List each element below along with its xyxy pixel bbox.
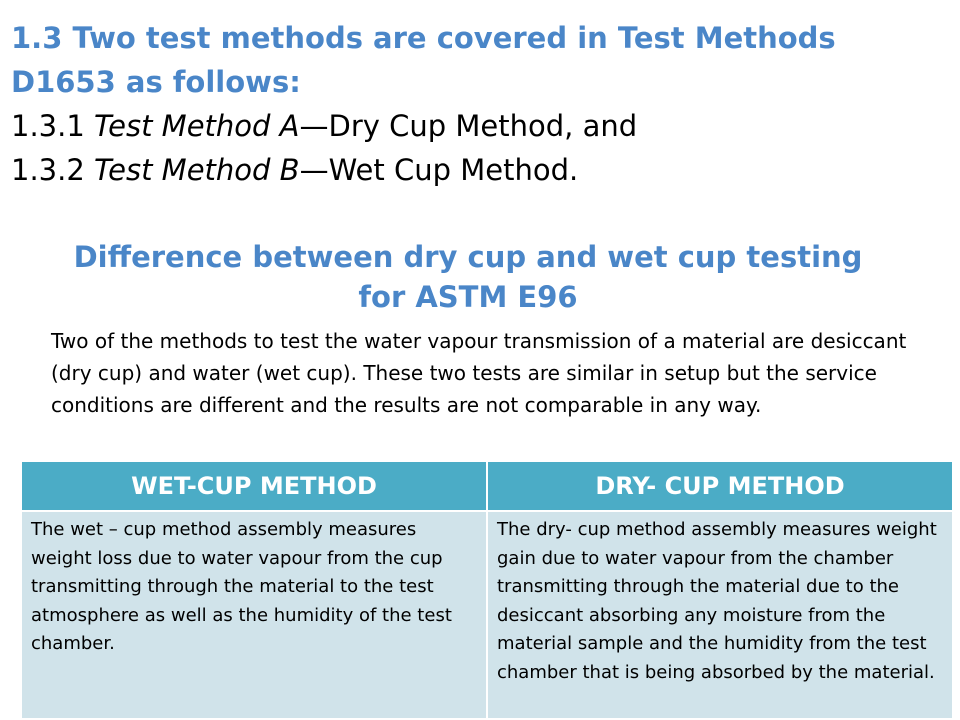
method-b-description: —Wet Cup Method.: [299, 153, 579, 187]
section-heading: [11, 16, 911, 104]
section-heading-line-2: D1653 as follows:: [11, 65, 301, 99]
method-b-line: [11, 148, 911, 192]
comparison-table: [20, 460, 954, 720]
cell-dry-cup-description: The dry- cup method assembly measures weight gain due to water vapour from the chamber transmitting through the material due to the desiccant absorbing any moisture from the material sample and the humidity from the test chamber that is being absorbed by the material.: [487, 511, 953, 719]
table-header-row: [21, 461, 953, 511]
method-b-number: 1.3.2: [11, 153, 95, 187]
header-dry-cup: DRY- CUP METHOD: [487, 461, 953, 511]
intro-paragraph: Two of the methods to test the water vapour transmission of a material are desiccant (dry cup) and water (wet cup). These two tests are similar in setup but the service conditions are different and the results are not comparable in any way.: [51, 329, 907, 417]
difference-title-line-2: for ASTM E96: [358, 280, 578, 314]
method-a-description: —Dry Cup Method, and: [299, 109, 638, 143]
difference-title-line-1: Difference between dry cup and wet cup testing: [73, 240, 863, 274]
section-heading-line-1: 1.3 Two test methods are covered in Test Methods: [11, 21, 836, 55]
method-b-name: Test Method B: [94, 153, 300, 187]
method-a-number: 1.3.1: [11, 109, 95, 143]
header-wet-cup: WET-CUP METHOD: [21, 461, 487, 511]
table-row: [21, 511, 953, 719]
difference-title: [0, 237, 936, 317]
method-a-name: Test Method A: [94, 109, 300, 143]
cell-wet-cup-description: The wet – cup method assembly measures weight loss due to water vapour from the cup transmitting through the material to the test atmosphere as well as the humidity of the test chamber.: [21, 511, 487, 719]
method-a-line: [11, 104, 911, 148]
